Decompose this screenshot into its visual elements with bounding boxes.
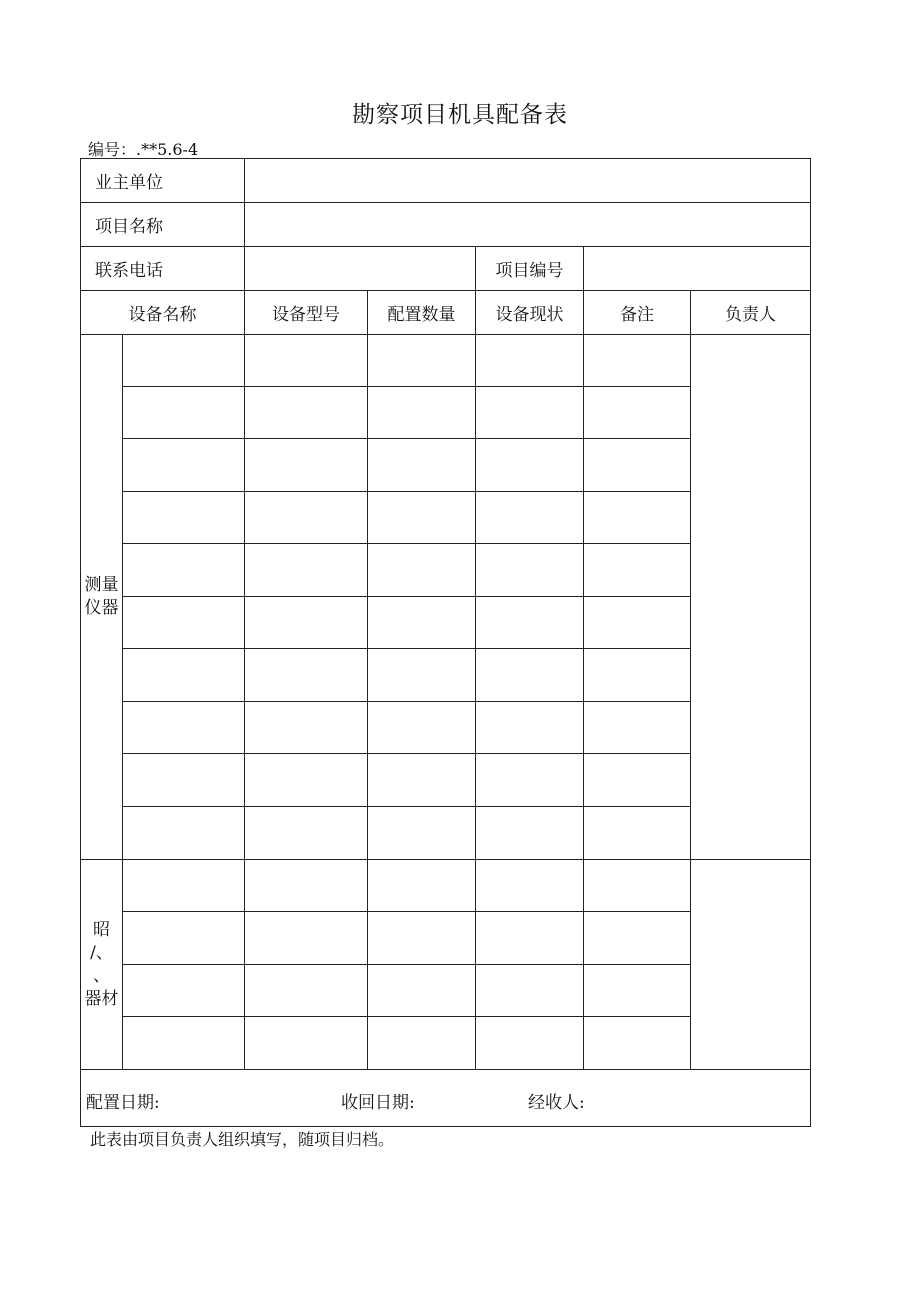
col-header-quantity: 配置数量: [368, 291, 476, 335]
owner-row: [81, 159, 811, 203]
cell-name[interactable]: [123, 807, 245, 860]
col-header-responsible: 负责人: [691, 291, 811, 335]
phone-input[interactable]: [245, 247, 476, 291]
cell-remarks[interactable]: [584, 387, 691, 439]
cell-condition[interactable]: [476, 1017, 584, 1070]
cell-responsible-survey[interactable]: [691, 335, 811, 860]
cell-condition[interactable]: [476, 439, 584, 492]
col-header-equipment-name: 设备名称: [81, 291, 245, 335]
cell-quantity[interactable]: [368, 1017, 476, 1070]
cell-name[interactable]: [123, 649, 245, 702]
cell-quantity[interactable]: [368, 649, 476, 702]
group-label-materials: 昭 /、 、 器材: [81, 860, 123, 1070]
cell-condition[interactable]: [476, 860, 584, 912]
cell-quantity[interactable]: [368, 387, 476, 439]
cell-name[interactable]: [123, 965, 245, 1017]
cell-model[interactable]: [245, 335, 368, 387]
project-name-row: [81, 203, 811, 247]
cell-model[interactable]: [245, 544, 368, 597]
footer-row: [81, 1070, 811, 1127]
col-header-condition: 设备现状: [476, 291, 584, 335]
cell-remarks[interactable]: [584, 597, 691, 649]
project-no-input[interactable]: [584, 247, 811, 291]
phone-label: 联系电话: [81, 247, 245, 291]
cell-model[interactable]: [245, 965, 368, 1017]
cell-condition[interactable]: [476, 335, 584, 387]
cell-quantity[interactable]: [368, 965, 476, 1017]
cell-condition[interactable]: [476, 702, 584, 754]
cell-name[interactable]: [123, 335, 245, 387]
cell-name[interactable]: [123, 860, 245, 912]
cell-name[interactable]: [123, 492, 245, 544]
phone-row: [81, 247, 811, 291]
cell-model[interactable]: [245, 912, 368, 965]
cell-remarks[interactable]: [584, 965, 691, 1017]
table-row: [81, 335, 811, 387]
cell-quantity[interactable]: [368, 439, 476, 492]
cell-model[interactable]: [245, 702, 368, 754]
equipment-form-table: [80, 158, 811, 1127]
cell-quantity[interactable]: [368, 860, 476, 912]
cell-quantity[interactable]: [368, 544, 476, 597]
cell-model[interactable]: [245, 597, 368, 649]
project-name-label: 项目名称: [81, 203, 245, 247]
cell-condition[interactable]: [476, 597, 584, 649]
cell-model[interactable]: [245, 439, 368, 492]
footnote: 此表由项目负责人组织填写，随项目归档。: [90, 1130, 395, 1149]
cell-name[interactable]: [123, 702, 245, 754]
footer-cell: [81, 1070, 811, 1127]
cell-remarks[interactable]: [584, 649, 691, 702]
cell-condition[interactable]: [476, 754, 584, 807]
cell-name[interactable]: [123, 754, 245, 807]
col-header-remarks: 备注: [584, 291, 691, 335]
cell-remarks[interactable]: [584, 860, 691, 912]
cell-model[interactable]: [245, 754, 368, 807]
cell-quantity[interactable]: [368, 754, 476, 807]
cell-quantity[interactable]: [368, 702, 476, 754]
project-no-label: 项目编号: [476, 247, 584, 291]
cell-name[interactable]: [123, 439, 245, 492]
document-number: 编号：.**5.6-4: [88, 140, 199, 159]
group-label-survey-instruments: 测量 仪器: [81, 335, 123, 860]
cell-remarks[interactable]: [584, 912, 691, 965]
cell-remarks[interactable]: [584, 807, 691, 860]
col-header-model: 设备型号: [245, 291, 368, 335]
cell-condition[interactable]: [476, 544, 584, 597]
cell-remarks[interactable]: [584, 492, 691, 544]
receiver-label: 经收人:: [528, 1093, 585, 1113]
cell-model[interactable]: [245, 492, 368, 544]
project-name-input[interactable]: [245, 203, 811, 247]
cell-condition[interactable]: [476, 912, 584, 965]
cell-remarks[interactable]: [584, 439, 691, 492]
header-row: [81, 291, 811, 335]
cell-remarks[interactable]: [584, 544, 691, 597]
cell-name[interactable]: [123, 912, 245, 965]
cell-quantity[interactable]: [368, 807, 476, 860]
cell-quantity[interactable]: [368, 492, 476, 544]
cell-remarks[interactable]: [584, 754, 691, 807]
cell-model[interactable]: [245, 807, 368, 860]
cell-name[interactable]: [123, 544, 245, 597]
cell-condition[interactable]: [476, 807, 584, 860]
config-date-label: 配置日期:: [86, 1093, 160, 1113]
cell-model[interactable]: [245, 649, 368, 702]
owner-label: 业主单位: [81, 159, 245, 203]
cell-name[interactable]: [123, 1017, 245, 1070]
cell-remarks[interactable]: [584, 1017, 691, 1070]
cell-quantity[interactable]: [368, 912, 476, 965]
cell-remarks[interactable]: [584, 702, 691, 754]
cell-name[interactable]: [123, 387, 245, 439]
cell-condition[interactable]: [476, 492, 584, 544]
cell-model[interactable]: [245, 860, 368, 912]
page-title: 勘察项目机具配备表: [352, 102, 568, 128]
cell-quantity[interactable]: [368, 335, 476, 387]
cell-condition[interactable]: [476, 965, 584, 1017]
cell-responsible-materials[interactable]: [691, 860, 811, 1070]
owner-input[interactable]: [245, 159, 811, 203]
cell-condition[interactable]: [476, 649, 584, 702]
cell-model[interactable]: [245, 387, 368, 439]
cell-name[interactable]: [123, 597, 245, 649]
cell-quantity[interactable]: [368, 597, 476, 649]
cell-remarks[interactable]: [584, 335, 691, 387]
table-row: [81, 860, 811, 912]
cell-condition[interactable]: [476, 387, 584, 439]
cell-model[interactable]: [245, 1017, 368, 1070]
return-date-label: 收回日期:: [341, 1093, 415, 1113]
